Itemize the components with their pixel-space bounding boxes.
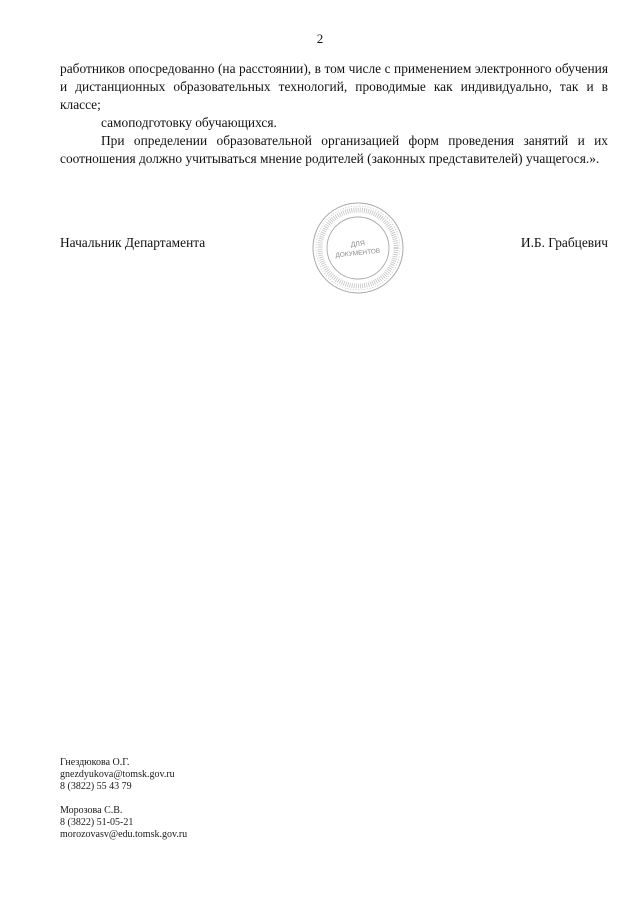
signatory-name: И.Б. Грабцевич	[520, 235, 608, 250]
signatory-position: Начальник Департамента	[60, 235, 206, 250]
executors-contacts	[60, 757, 360, 853]
contact-block-1	[60, 757, 360, 793]
stamp-text-bottom: ДОКУМЕНТОВ	[335, 247, 381, 260]
page-number: 2	[316, 31, 324, 46]
contact-phone: 8 (3822) 51-05-21	[60, 817, 134, 828]
contact-phone: 8 (3822) 55 43 79	[60, 781, 132, 792]
body-paragraph-1: работников опосредованно (на расстоянии), в том числе с применением электронного обучения и дистанционных образовательных технологий, проводимые как индивидуально, так и в классе;	[60, 61, 608, 112]
body-paragraph-2: самоподготовку обучающихся.	[101, 115, 277, 130]
official-stamp	[310, 200, 406, 296]
contact-email: gnezdyukova@tomsk.gov.ru	[60, 769, 175, 780]
contact-block-2	[60, 805, 360, 841]
contact-name: Морозова С.В.	[60, 805, 123, 816]
stamp-text-top: ДЛЯ	[350, 240, 366, 249]
document-body	[60, 60, 608, 168]
contact-email: morozovasv@edu.tomsk.gov.ru	[60, 829, 188, 840]
body-paragraph-3: При определении образовательной организацией форм проведения занятий и их соотношения должно учитываться мнение родителей (законных представителей) учащегося.».	[60, 133, 608, 166]
stamp-seal-icon	[310, 200, 406, 296]
contact-name: Гнездюкова О.Г.	[60, 757, 130, 768]
